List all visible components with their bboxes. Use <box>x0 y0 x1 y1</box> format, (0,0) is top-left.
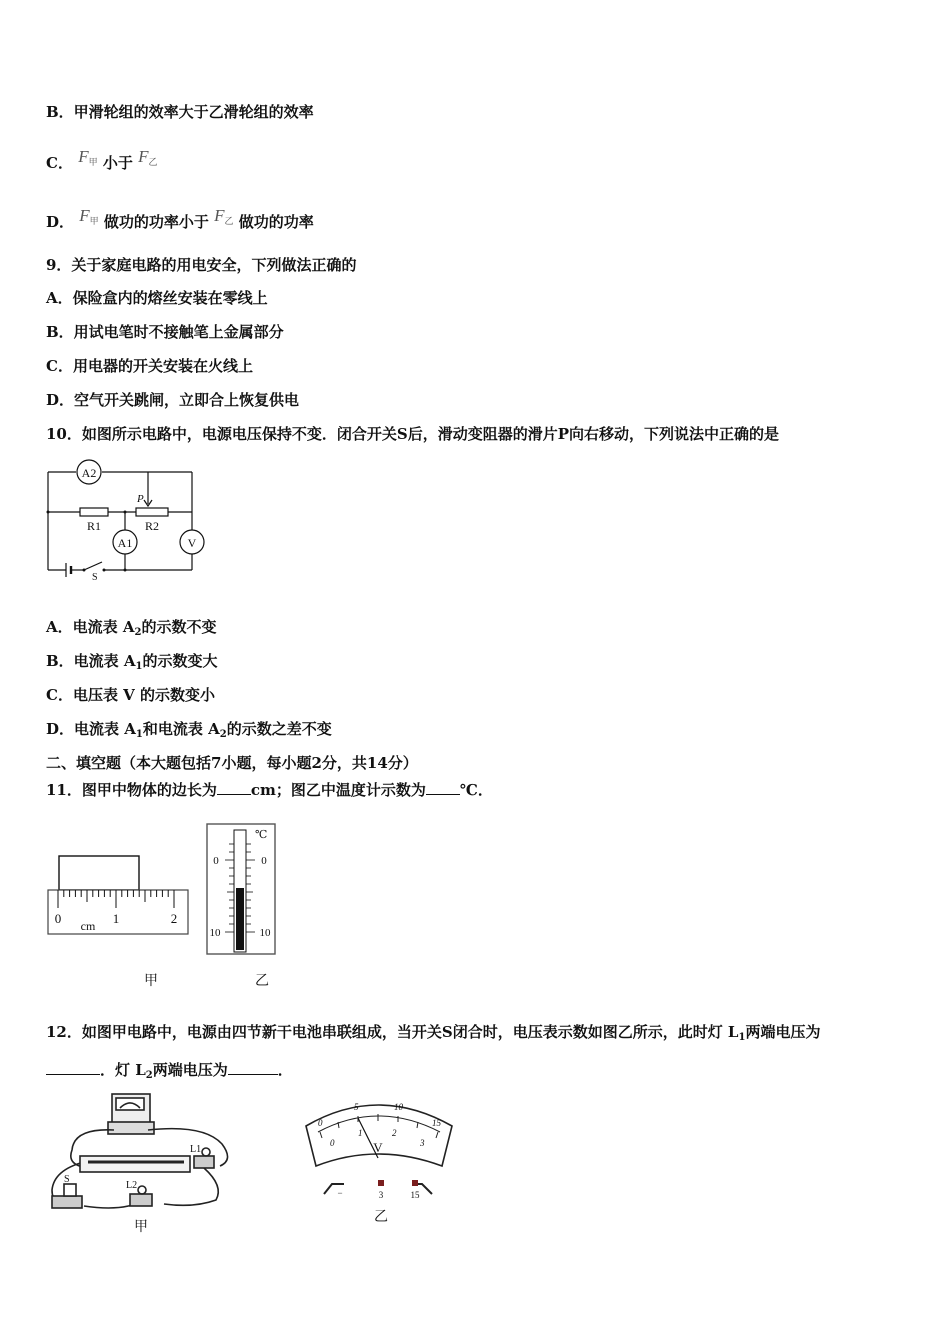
q10-option-a: A．电流表 $A_2$的示数不变 <box>46 618 217 638</box>
outer-scale-15: 15 <box>432 1118 441 1128</box>
thermo-right-0: 0 <box>261 855 267 867</box>
ruler-unit: cm <box>80 919 96 933</box>
f-yi-symbol: F乙 <box>138 147 158 167</box>
q12-caption-jia: 甲 <box>134 1219 148 1235</box>
inner-scale-0: 0 <box>330 1138 335 1148</box>
r1-label: R1 <box>86 519 102 533</box>
q10-option-d: D．电流表 $A_1$和电流表 $A_2$的示数之差不变 <box>46 720 332 740</box>
f-jia-symbol: F甲 <box>78 147 98 167</box>
q12-stem-line2: ．灯 $L_2$两端电压为 ． <box>46 1060 293 1085</box>
q12-voltmeter-dial <box>300 1096 460 1202</box>
s-label: S <box>64 1174 70 1185</box>
q10-circuit-diagram <box>44 456 214 582</box>
f-yi-symbol: F乙 <box>214 206 234 226</box>
a1-label: A1 <box>117 536 133 550</box>
terminal-minus: − <box>337 1188 343 1198</box>
q8-option-c: C． F甲 小于 F乙 <box>46 147 158 172</box>
outer-scale-0: 0 <box>318 1118 323 1128</box>
q11-stem: 11．图甲中物体的边长为 cm；图乙中温度计示数为 ℃． <box>46 781 493 799</box>
thermo-left-0: 0 <box>213 855 219 867</box>
l2-label: L2 <box>126 1180 138 1191</box>
meter-v-label: V <box>373 1140 383 1155</box>
outer-scale-5: 5 <box>354 1102 359 1112</box>
thermo-left-10: 10 <box>209 927 221 939</box>
answer-blank <box>426 780 460 795</box>
q12-caption-yi: 乙 <box>374 1209 388 1225</box>
q10-stem: 10．如图所示电路中，电源电压保持不变．闭合开关S后，滑动变阻器的滑片P向右移动，下列说法中正确的是 <box>46 425 779 443</box>
outer-scale-10: 10 <box>394 1102 403 1112</box>
q9-option-d: D．空气开关跳闸，立即合上恢复供电 <box>46 391 300 409</box>
q9-option-c: C．用电器的开关安装在火线上 <box>46 357 253 375</box>
a2-label: A2 <box>81 466 97 480</box>
l1-label: L1 <box>190 1144 202 1155</box>
thermo-right-10: 10 <box>259 927 271 939</box>
thermo-unit: ℃ <box>255 829 268 841</box>
p-label: P <box>137 493 144 505</box>
q11-ruler-figure <box>44 852 194 938</box>
q8-option-d: D． F甲 做功的功率小于 F乙 做功的功率 <box>46 206 314 231</box>
inner-scale-3: 3 <box>420 1138 425 1148</box>
q12-circuit-photo <box>44 1090 244 1220</box>
section-2-heading: 二、填空题（本大题包括7小题，每小题2分，共14分） <box>46 754 418 772</box>
q10-option-c: C．电压表 V 的示数变小 <box>46 686 216 704</box>
ruler-tick-2: 2 <box>170 911 178 926</box>
q10-option-b: B．电流表 $A_1$的示数变大 <box>46 652 218 672</box>
r2-label: R2 <box>144 519 160 533</box>
q9-stem: 9．关于家庭电路的用电安全，下列做法正确的 <box>46 256 357 274</box>
s-label: S <box>92 572 98 582</box>
terminal-15: 15 <box>410 1190 420 1200</box>
inner-scale-1: 1 <box>358 1128 363 1138</box>
f-jia-symbol: F甲 <box>79 206 99 226</box>
answer-blank <box>217 780 251 795</box>
q11-thermometer-figure <box>205 822 279 958</box>
ruler-tick-1: 1 <box>112 911 120 926</box>
q9-option-a: A．保险盒内的熔丝安装在零线上 <box>46 289 268 307</box>
v-label: V <box>187 536 197 550</box>
terminal-3: 3 <box>378 1190 384 1200</box>
ruler-tick-0: 0 <box>54 911 62 926</box>
q11-caption-yi: 乙 <box>255 973 269 989</box>
inner-scale-2: 2 <box>392 1128 397 1138</box>
q9-option-b: B．用试电笔时不接触笔上金属部分 <box>46 323 284 341</box>
q8-option-b: B．甲滑轮组的效率大于乙滑轮组的效率 <box>46 103 314 121</box>
answer-blank <box>228 1060 278 1075</box>
q12-stem-line1: 12．如图甲电路中，电源由四节新干电池串联组成，当开关S闭合时，电压表示数如图乙所示，此时灯 $L_1$两端电压为 <box>46 1023 821 1043</box>
q11-caption-jia: 甲 <box>144 973 158 989</box>
answer-blank <box>46 1060 100 1075</box>
